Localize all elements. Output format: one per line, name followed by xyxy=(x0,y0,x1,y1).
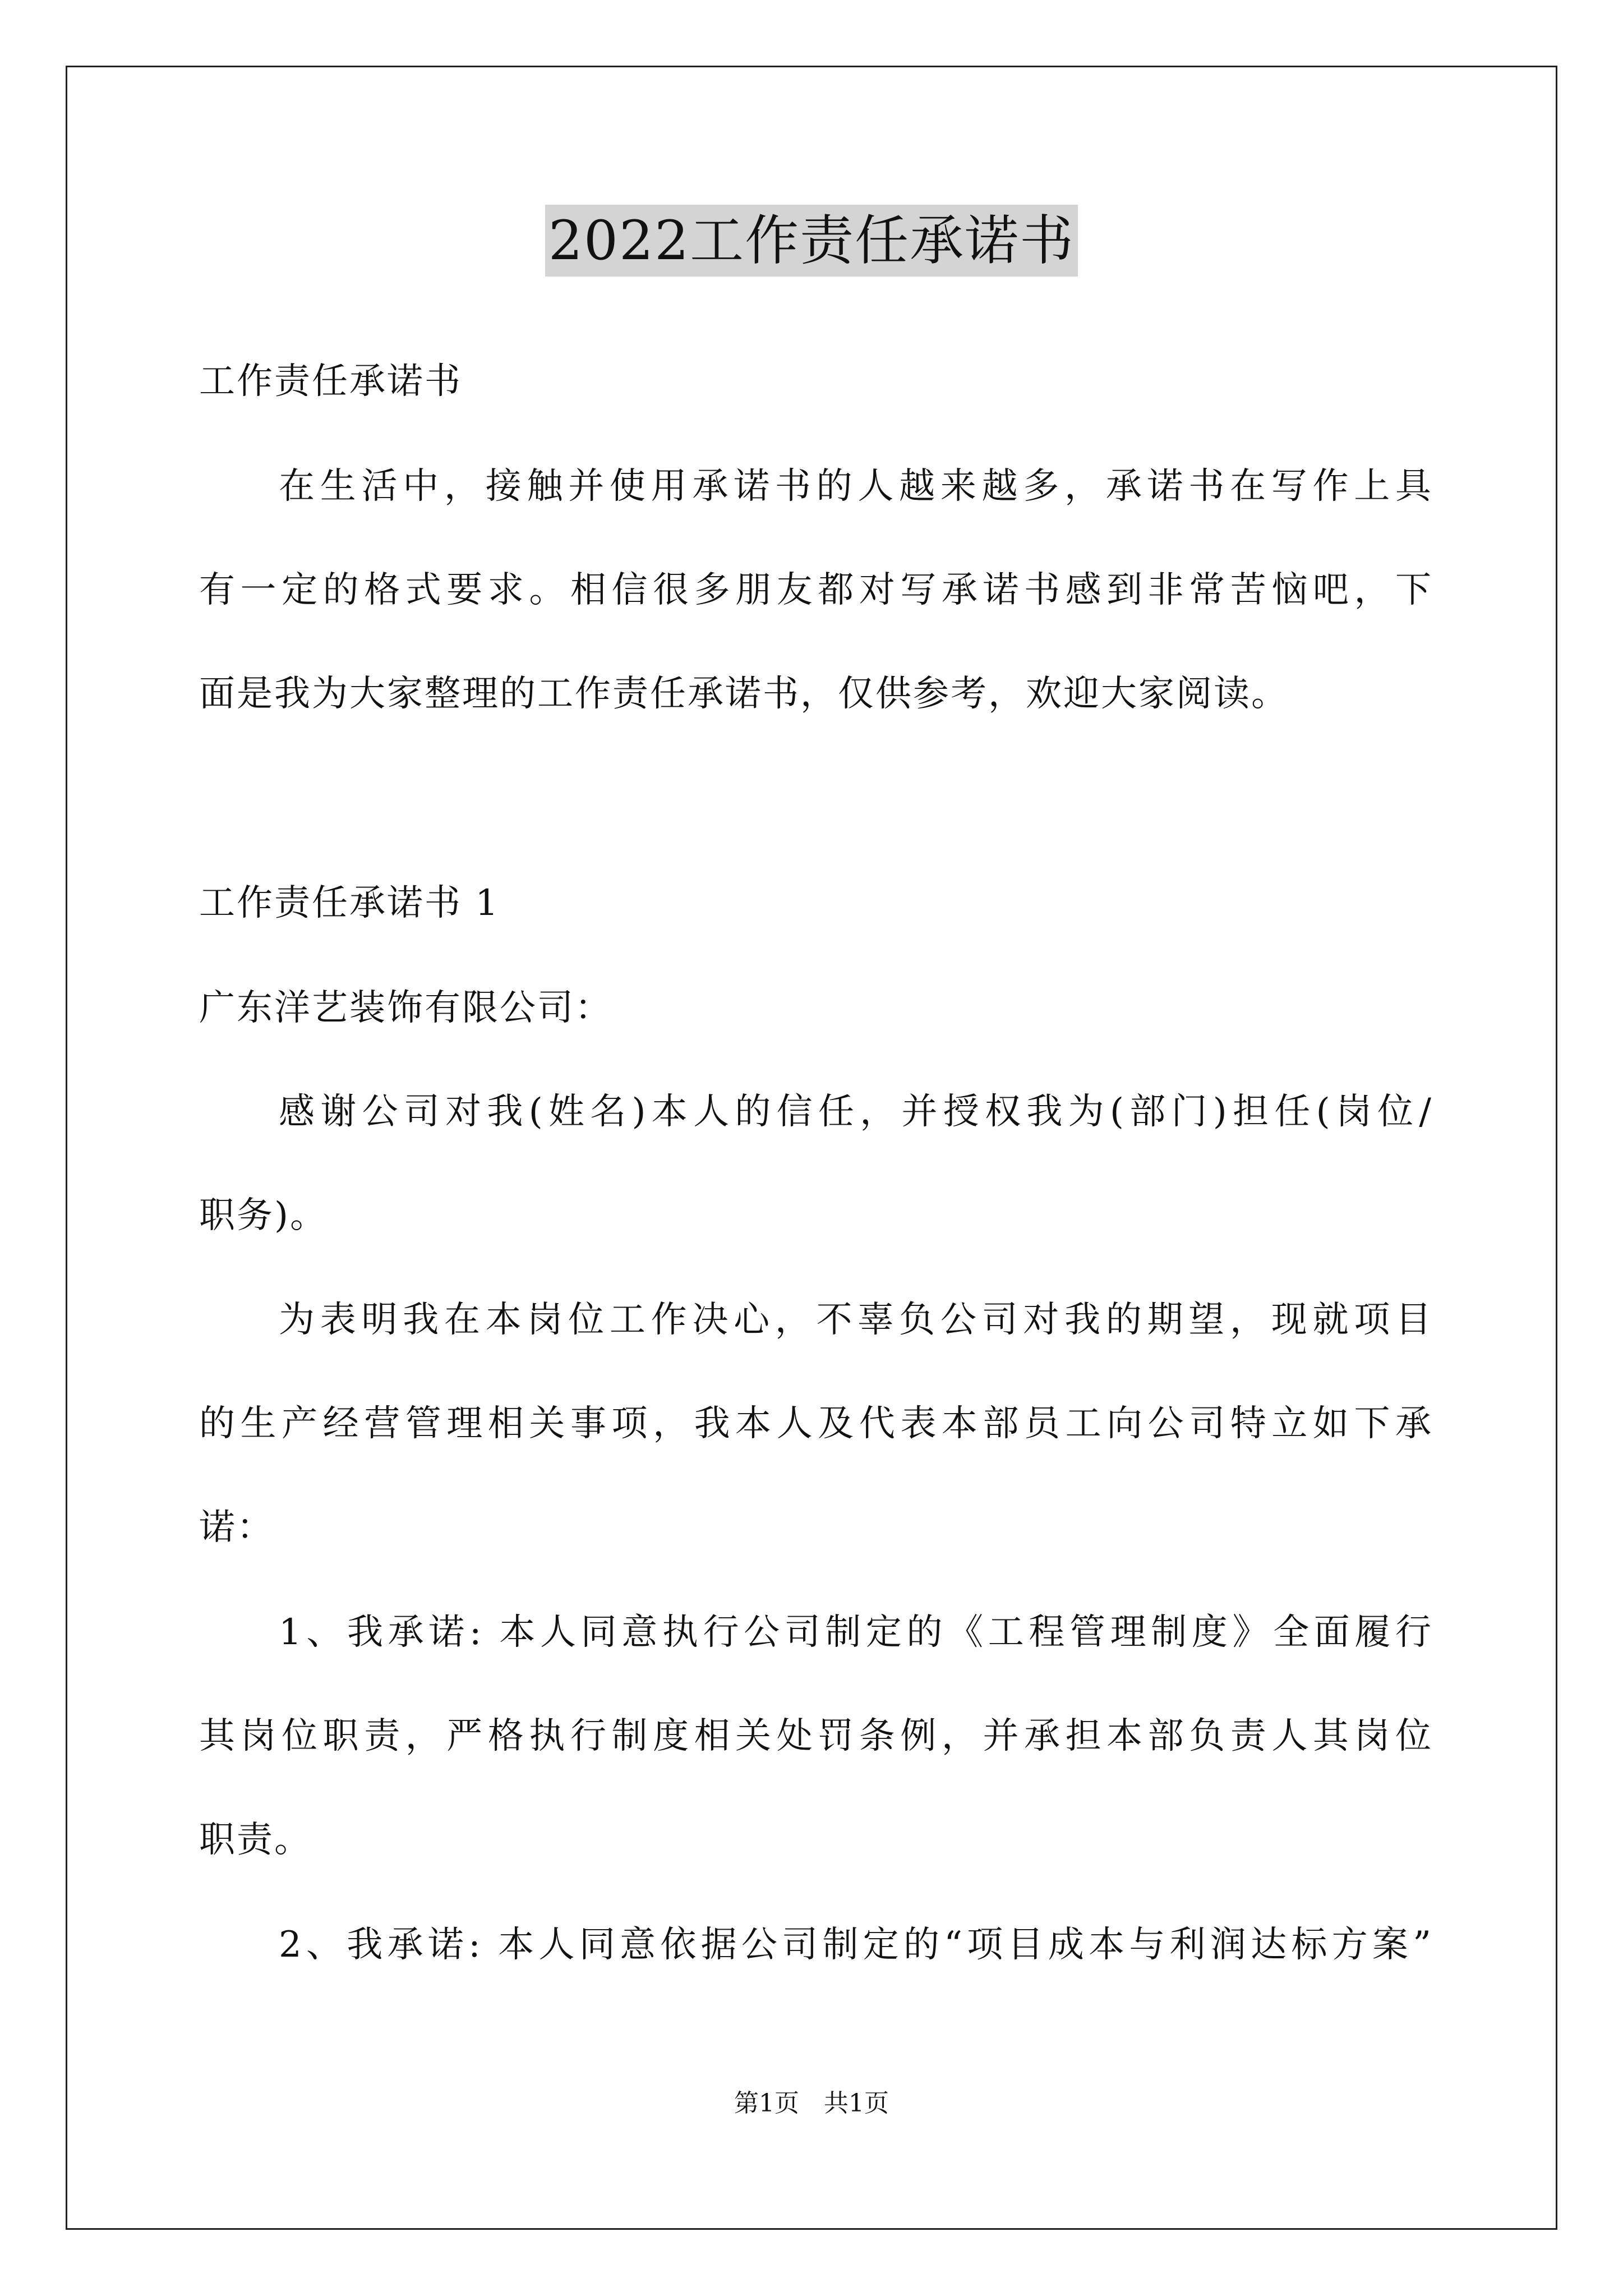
para3-line-2: 其岗位职责，严格执行制度相关处罚条例，并承担本部负责人其岗位 xyxy=(199,1715,1433,1757)
para2-line-2: 的生产经营管理相关事项，我本人及代表本部员工向公司特立如下承 xyxy=(199,1403,1433,1444)
addressee: 广东洋艺装饰有限公司： xyxy=(199,987,612,1029)
para3-line-1: 1、我承诺: 本人同意执行公司制定的《工程管理制度》全面履行 xyxy=(279,1612,1433,1653)
para4-line-1: 2、我承诺: 本人同意依据公司制定的“项目成本与利润达标方案” xyxy=(279,1924,1433,1966)
intro-line-1: 在生活中，接触并使用承诺书的人越来越多，承诺书在写作上具 xyxy=(279,466,1433,507)
intro-line-2: 有一定的格式要求。相信很多朋友都对写承诺书感到非常苦恼吧，下 xyxy=(199,569,1433,611)
document-subtitle: 工作责任承诺书 xyxy=(199,361,462,402)
page-number-footer: 第1页 共1页 xyxy=(734,2089,889,2118)
para2-line-1: 为表明我在本岗位工作决心，不辜负公司对我的期望，现就项目 xyxy=(279,1299,1433,1341)
section-heading: 工作责任承诺书 1 xyxy=(199,882,500,924)
para1-line-1: 感谢公司对我(姓名)本人的信任，并授权我为(部门)担任(岗位/ xyxy=(279,1091,1433,1133)
intro-line-3: 面是我为大家整理的工作责任承诺书，仅供参考，欢迎大家阅读。 xyxy=(199,673,1289,715)
title-container xyxy=(0,205,1623,277)
para3-line-3: 职责。 xyxy=(199,1819,312,1861)
document-title: 2022工作责任承诺书 xyxy=(545,205,1078,277)
para1-line-2: 职务)。 xyxy=(199,1195,328,1236)
para2-line-3: 诺： xyxy=(199,1507,274,1548)
